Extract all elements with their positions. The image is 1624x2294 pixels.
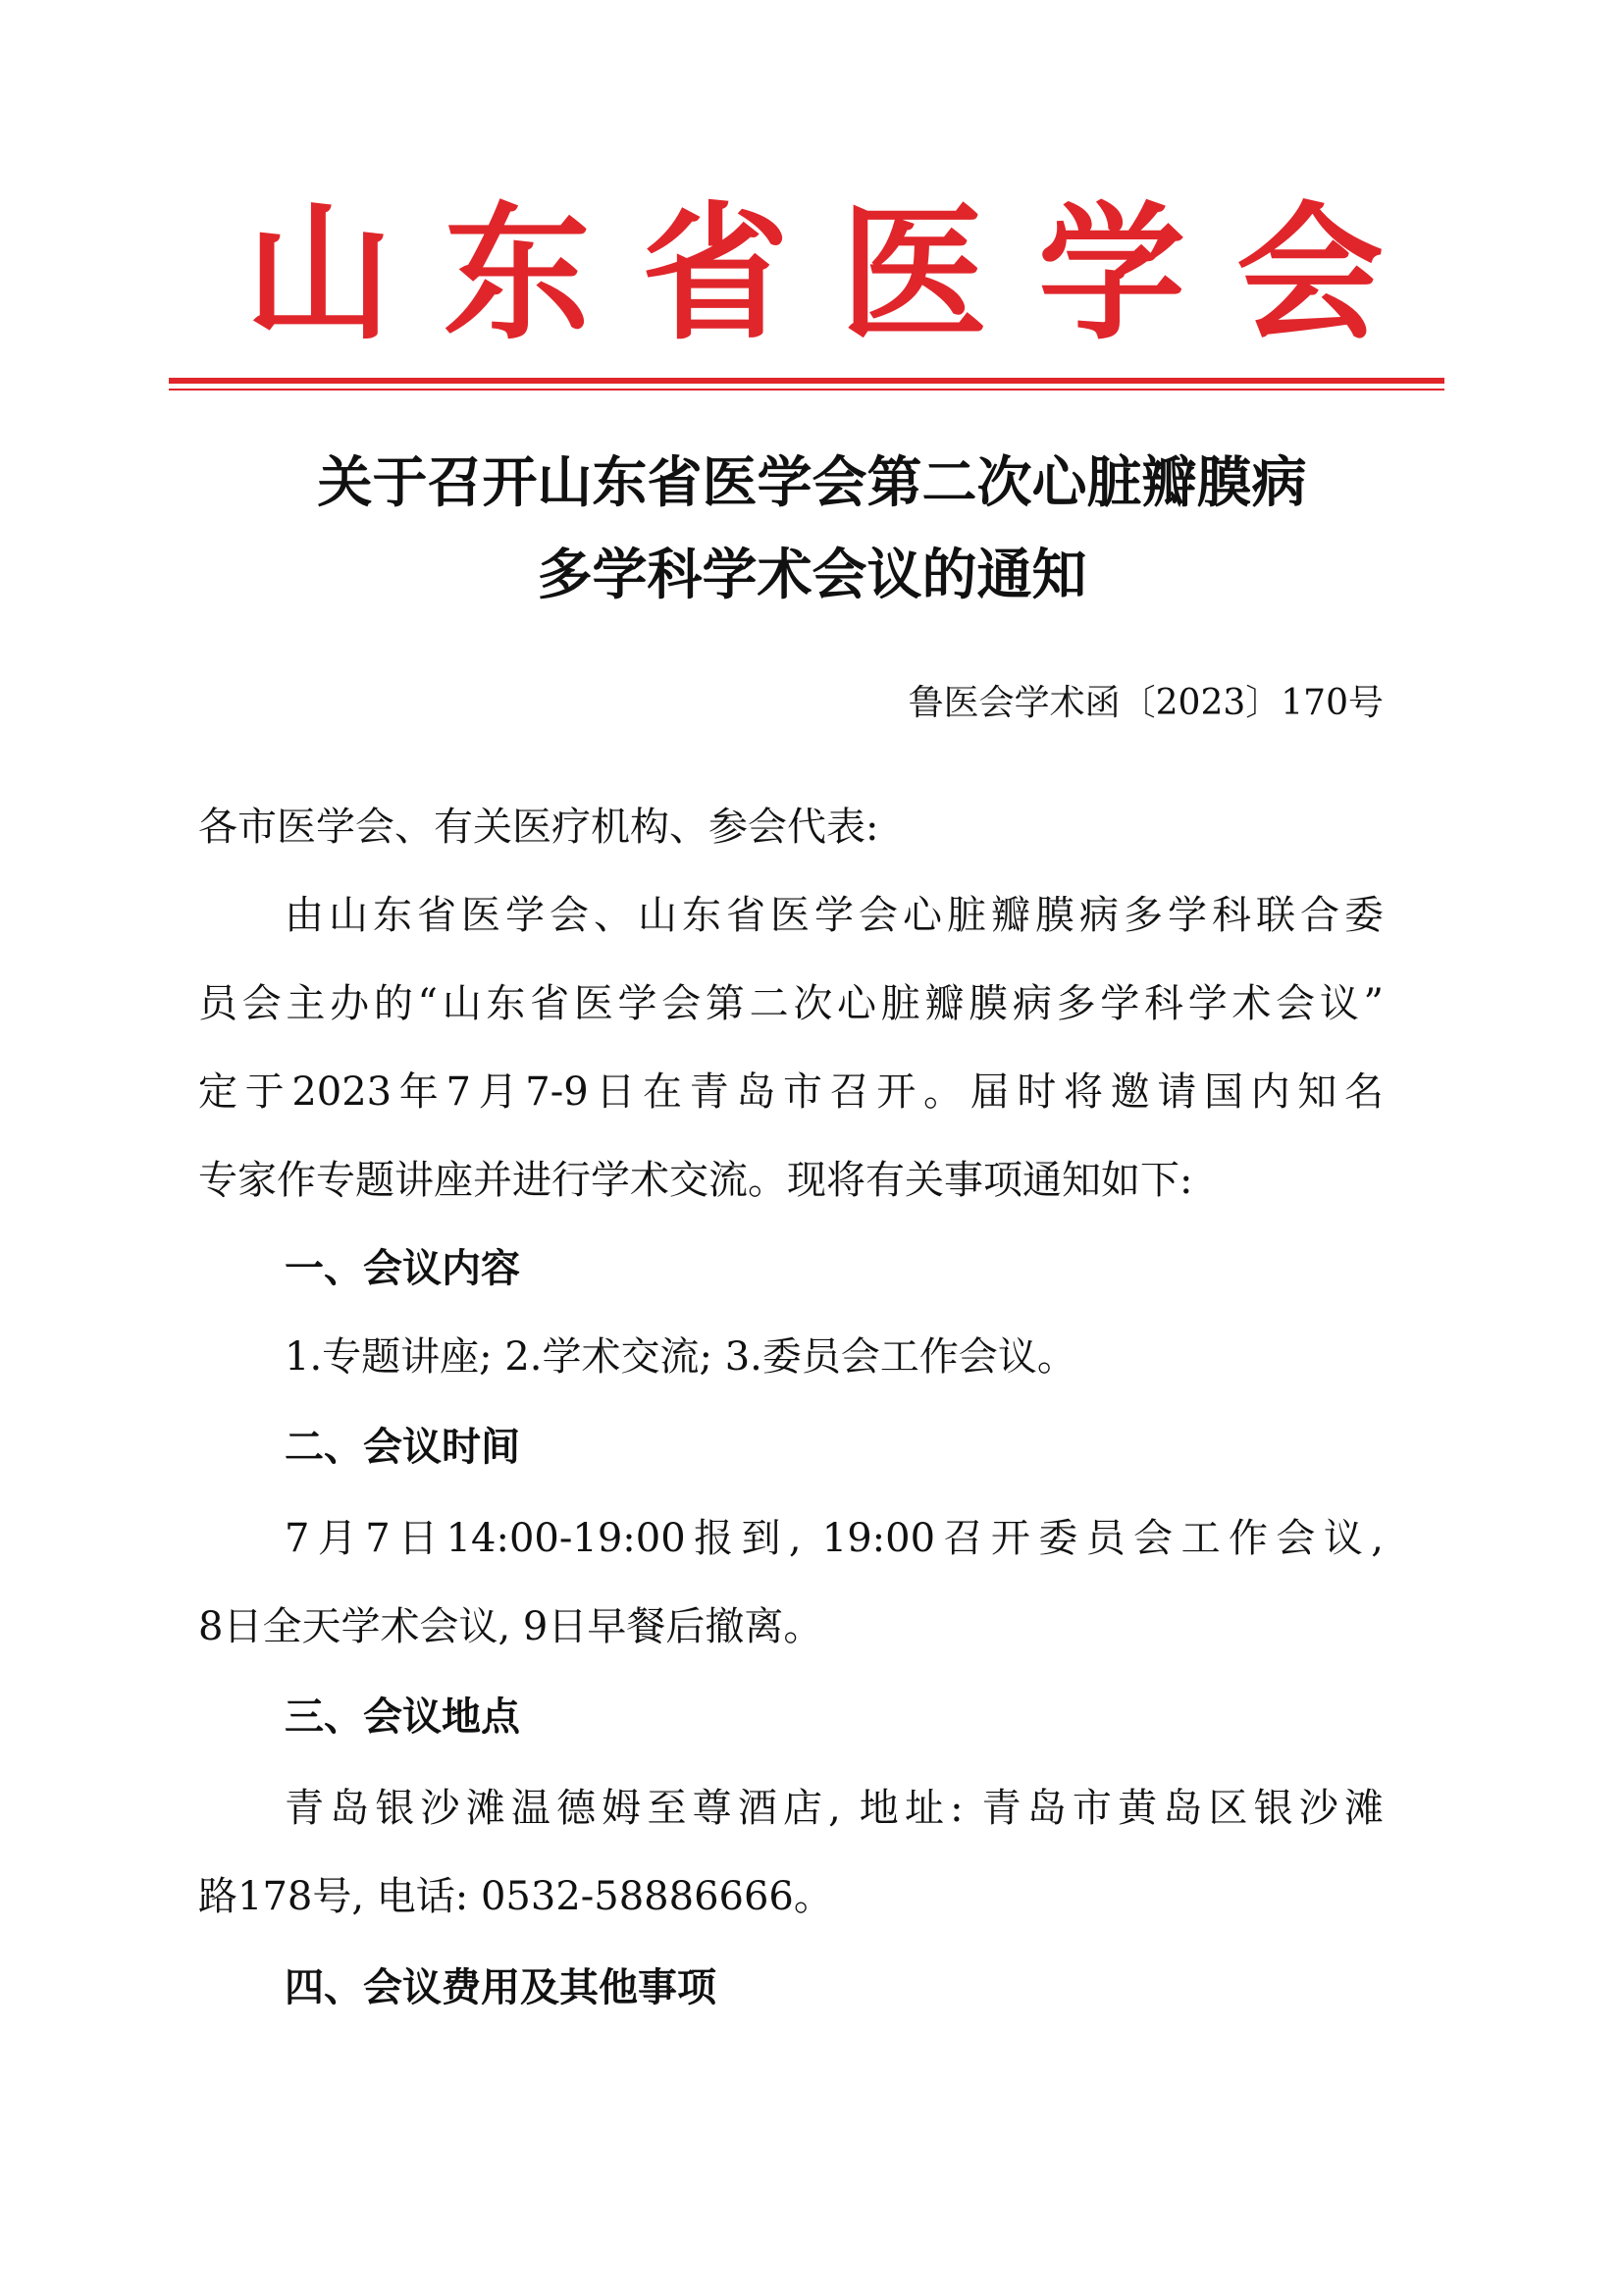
salutation: 各市医学会、有关医疗机构、参会代表: [198, 805, 879, 850]
masthead-divider-thin [169, 389, 1444, 391]
notice-title-line-2: 多学科学术会议的通知 [537, 544, 1087, 607]
document-number: 鲁医会学术函〔2023〕170号 [908, 683, 1384, 723]
intro-line-1: 由山东省医学会、山东省医学会心脏瓣膜病多学科联合委 [285, 893, 1384, 938]
section-heading-fees: 四、会议费用及其他事项 [285, 1965, 716, 2010]
masthead-char: 省 [641, 189, 789, 360]
masthead-divider-thick [169, 378, 1444, 384]
masthead-char: 医 [839, 189, 987, 360]
masthead-char: 东 [443, 189, 591, 360]
intro-line-2: 员会主办的“山东省医学会第二次心脏瓣膜病多学科学术会议” [198, 981, 1384, 1026]
section-location-line-2: 路178号, 电话: 0532-58886666。 [198, 1874, 833, 1919]
masthead-char: 学 [1037, 189, 1185, 360]
masthead-title [245, 189, 1384, 360]
section-time-line-1: 7月7日14:00-19:00报到, 19:00召开委员会工作会议, [285, 1516, 1384, 1561]
section-location-line-1: 青岛银沙滩温德姆至尊酒店, 地址: 青岛市黄岛区银沙滩 [285, 1786, 1384, 1831]
section-heading-content: 一、会议内容 [285, 1246, 520, 1291]
intro-line-3: 定于2023年7月7-9日在青岛市召开。届时将邀请国内知名 [198, 1069, 1384, 1115]
section-heading-time: 二、会议时间 [285, 1425, 520, 1470]
notice-title-line-1: 关于召开山东省医学会第二次心脏瓣膜病 [317, 451, 1307, 515]
section-content-line: 1.专题讲座; 2.学术交流; 3.委员会工作会议。 [285, 1334, 1076, 1380]
masthead-char: 会 [1235, 189, 1384, 360]
intro-line-4: 专家作专题讲座并进行学术交流。现将有关事项通知如下: [198, 1158, 1193, 1203]
section-time-line-2: 8日全天学术会议, 9日早餐后撤离。 [198, 1604, 823, 1649]
masthead-char: 山 [245, 189, 393, 360]
section-heading-location: 三、会议地点 [285, 1694, 520, 1740]
